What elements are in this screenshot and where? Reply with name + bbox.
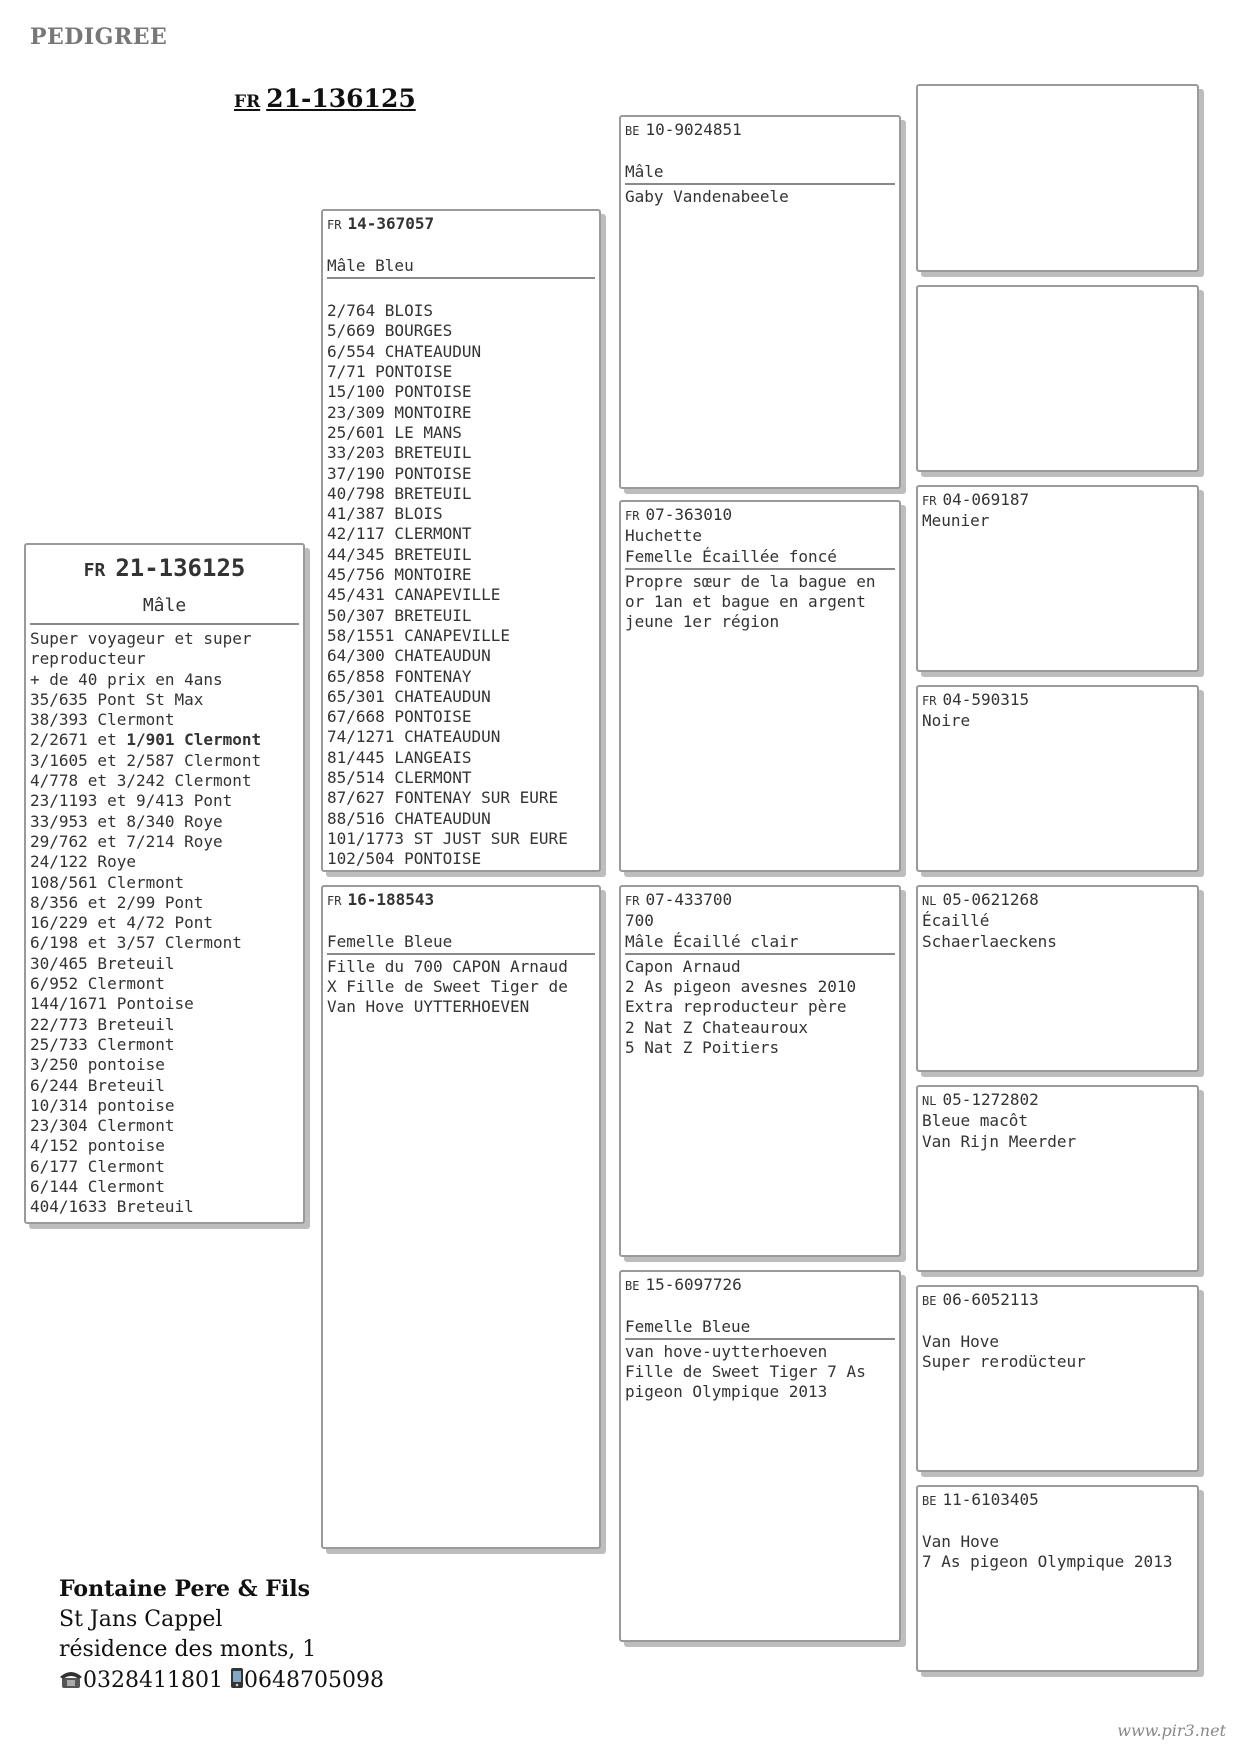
sire-result: 5/669 BOURGES — [327, 321, 453, 341]
subject-ring — [30, 552, 299, 587]
ggp-line: Van Rijn Meerder — [922, 1131, 1077, 1151]
sire-results — [327, 301, 595, 869]
ggp-country: NL — [922, 1094, 937, 1108]
sire-dam-note: jeune 1er région — [625, 612, 780, 632]
sire-country: FR — [327, 218, 342, 232]
subject-note: reproducteur — [30, 649, 146, 669]
dam-sire-note: 5 Nat Z Poitiers — [625, 1038, 780, 1058]
subject-note: 4/152 pontoise — [30, 1136, 165, 1156]
ggp-line: Schaerlaeckens — [922, 931, 1057, 951]
document-label: PEDIGREE — [30, 24, 168, 50]
sire-sire-ring — [625, 120, 895, 141]
sire-result: 44/345 BRETEUIL — [327, 544, 472, 564]
sire-card — [321, 209, 601, 872]
subject-note: 144/1671 Pontoise — [30, 994, 194, 1014]
breeder-town: St Jans Cappel — [59, 1606, 223, 1632]
ggp-country: FR — [922, 694, 937, 708]
sire-ring-number: 14-367057 — [347, 214, 435, 233]
ggp-line: Noire — [922, 711, 971, 731]
dam-dam-ring — [625, 1275, 895, 1296]
subject-note: 6/177 Clermont — [30, 1156, 165, 1176]
ggp-ring — [922, 490, 1193, 511]
sire-result: 23/309 MONTOIRE — [327, 402, 472, 422]
ggp-country: BE — [922, 1294, 937, 1308]
ggp-ring-number: 06-6052113 — [942, 1290, 1039, 1309]
dam-description: Femelle Bleue — [327, 932, 595, 955]
subject-country: FR — [83, 560, 106, 581]
dam-dam-note: van hove-uytterhoeven — [625, 1341, 828, 1361]
subject-note: 30/465 Breteuil — [30, 953, 175, 973]
subject-note: 404/1633 Breteuil — [30, 1197, 194, 1217]
ggp-card-dsd-sire — [916, 885, 1199, 1072]
dam-note: Fille du 700 CAPON Arnaud — [327, 956, 568, 976]
dam-dam-description: Femelle Bleue — [625, 1317, 895, 1340]
sire-dam-card — [619, 500, 901, 872]
subject-note-highlight-bold: 1/901 Clermont — [126, 730, 262, 750]
ggp-card-ddd-dam — [916, 1485, 1199, 1672]
dam-country: FR — [327, 894, 342, 908]
sire-result: 40/798 BRETEUIL — [327, 483, 472, 503]
ggp-card-ddd-sire — [916, 1285, 1199, 1472]
ggp-line: Meunier — [922, 511, 990, 531]
sire-dam-country: FR — [625, 509, 640, 523]
subject-card — [24, 543, 305, 1224]
dam-sire-note: Extra reproducteur père — [625, 997, 847, 1017]
ggp-ring — [922, 890, 1193, 911]
subject-note: 4/778 et 3/242 Clermont — [30, 771, 252, 791]
ggp-line: 7 As pigeon Olympique 2013 — [922, 1551, 1173, 1571]
sire-result: 88/516 CHATEAUDUN — [327, 808, 491, 828]
sire-result: 45/431 CANAPEVILLE — [327, 585, 501, 605]
sire-dam-name: Huchette — [625, 526, 703, 546]
sire-sire-description: Mâle — [625, 162, 895, 185]
sire-dam-description: Femelle Écaillée foncé — [625, 547, 895, 570]
dam-ring-number: 16-188543 — [347, 890, 435, 909]
sire-dam-ring-number: 07-363010 — [645, 505, 733, 524]
ggp-country: NL — [922, 894, 937, 908]
subject-note: Super voyageur et super — [30, 629, 252, 648]
dam-sire-card — [619, 885, 901, 1257]
subject-note: 8/356 et 2/99 Pont — [30, 892, 204, 912]
sire-result: 45/756 MONTOIRE — [327, 565, 472, 585]
ggp-ring — [922, 1090, 1193, 1111]
breeder-phone-fixed: 0328411801 — [83, 1667, 223, 1693]
sire-result: 102/504 PONTOISE — [327, 849, 482, 869]
breeder-block — [59, 1574, 384, 1698]
dam-note: X Fille de Sweet Tiger de — [327, 977, 568, 997]
dam-note: Van Hove UYTTERHOEVEN — [327, 997, 530, 1017]
dam-sire-ring-number: 07-433700 — [645, 890, 733, 909]
subject-note: 3/250 pontoise — [30, 1055, 165, 1075]
dam-card — [321, 885, 601, 1549]
telephone-icon — [59, 1668, 83, 1699]
subject-header-ring: 21-136125 — [266, 84, 416, 113]
ggp-ring — [922, 1490, 1193, 1511]
subject-note-highlight-prefix: 2/2671 et — [30, 730, 127, 750]
dam-dam-ring-number: 15-6097726 — [645, 1275, 742, 1294]
subject-sex: Mâle — [30, 593, 299, 625]
sire-result: 101/1773 ST JUST SUR EURE — [327, 828, 568, 848]
mobile-phone-icon — [230, 1667, 244, 1699]
sire-dam-ring — [625, 505, 895, 526]
subject-note: 108/561 Clermont — [30, 872, 185, 892]
sire-result: 74/1271 CHATEAUDUN — [327, 727, 501, 747]
sire-result: 65/858 FONTENAY — [327, 666, 472, 686]
sire-result: 7/71 PONTOISE — [327, 362, 453, 382]
sire-sire-ring-number: 10-9024851 — [645, 120, 742, 139]
sire-result: 25/601 LE MANS — [327, 422, 462, 442]
ggp-ring-number: 05-0621268 — [942, 890, 1039, 909]
breeder-name: Fontaine Pere & Fils — [59, 1576, 310, 1602]
ggp-card-dsd-dam — [916, 1085, 1199, 1272]
ggp-ring-number: 11-6103405 — [942, 1490, 1039, 1509]
sire-result: 65/301 CHATEAUDUN — [327, 686, 491, 706]
ggp-line: Écaillé — [922, 911, 990, 931]
ggp-card-empty — [916, 84, 1199, 272]
sire-result: 2/764 BLOIS — [327, 301, 433, 321]
subject-note: 24/122 Roye — [30, 852, 136, 872]
watermark: www.pir3.net — [1117, 1721, 1226, 1740]
dam-sire-ring — [625, 890, 895, 911]
sire-result: 33/203 BRETEUIL — [327, 443, 472, 463]
ggp-ring-number: 04-590315 — [942, 690, 1030, 709]
sire-result: 42/117 CLERMONT — [327, 524, 472, 544]
breeder-address: résidence des monts, 1 — [59, 1637, 317, 1662]
ggp-card-empty — [916, 285, 1199, 472]
subject-note: 29/762 et 7/214 Roye — [30, 831, 223, 851]
dam-dam-note: pigeon Olympique 2013 — [625, 1382, 828, 1402]
subject-note: 38/393 Clermont — [30, 710, 175, 730]
sire-result: 58/1551 CANAPEVILLE — [327, 625, 511, 645]
subject-note: 33/953 et 8/340 Roye — [30, 811, 223, 831]
sire-result: 50/307 BRETEUIL — [327, 605, 472, 625]
sire-sire-card — [619, 115, 901, 489]
sire-result: 41/387 BLOIS — [327, 504, 443, 524]
dam-sire-note: 2 As pigeon avesnes 2010 — [625, 977, 857, 997]
dam-sire-note: 2 Nat Z Chateauroux — [625, 1017, 809, 1037]
subject-note: 25/733 Clermont — [30, 1034, 175, 1054]
sire-result: 15/100 PONTOISE — [327, 382, 472, 402]
ggp-card-sdd-dam — [916, 685, 1199, 872]
ggp-ring — [922, 690, 1193, 711]
subject-note: 6/144 Clermont — [30, 1177, 165, 1197]
breeder-phones — [59, 1666, 384, 1699]
dam-dam-country: BE — [625, 1279, 640, 1293]
sire-dam-note: Propre sœur de la bague en — [625, 571, 876, 591]
sire-result: 85/514 CLERMONT — [327, 768, 472, 788]
ggp-country: BE — [922, 1494, 937, 1508]
sire-result: 81/445 LANGEAIS — [327, 747, 472, 767]
dam-dam-note: Fille de Sweet Tiger 7 As — [625, 1362, 866, 1382]
subject-note: 6/198 et 3/57 Clermont — [30, 933, 242, 953]
ggp-country: FR — [922, 494, 937, 508]
subject-notes — [30, 629, 299, 1218]
ggp-line: Van Hove — [922, 1531, 1000, 1551]
sire-ring — [327, 214, 595, 235]
sire-dam-note: or 1an et bague en argent — [625, 592, 866, 612]
ggp-ring — [922, 1290, 1193, 1311]
dam-ring — [327, 890, 595, 911]
ggp-card-sdd-sire — [916, 485, 1199, 672]
subject-header-country: FR — [234, 92, 261, 112]
subject-note: 6/244 Breteuil — [30, 1075, 165, 1095]
subject-note: 35/635 Pont St Max — [30, 689, 204, 709]
sire-description: Mâle Bleu — [327, 256, 595, 279]
subject-note: 16/229 et 4/72 Pont — [30, 913, 214, 933]
sire-result: 37/190 PONTOISE — [327, 463, 472, 483]
subject-note: 3/1605 et 2/587 Clermont — [30, 750, 262, 770]
subject-note: 6/952 Clermont — [30, 974, 165, 994]
subject-note-highlight — [30, 730, 299, 750]
sire-result: 67/668 PONTOISE — [327, 707, 472, 727]
ggp-line: Super rerodücteur — [922, 1351, 1086, 1371]
sire-sire-country: BE — [625, 124, 640, 138]
ggp-ring-number: 04-069187 — [942, 490, 1030, 509]
subject-note: 23/304 Clermont — [30, 1116, 175, 1136]
sire-sire-note: Gaby Vandenabeele — [625, 186, 789, 206]
subject-note: + de 40 prix en 4ans — [30, 669, 223, 689]
ggp-line: Bleue macôt — [922, 1111, 1028, 1131]
sire-result: 6/554 CHATEAUDUN — [327, 341, 482, 361]
dam-dam-card — [619, 1270, 901, 1642]
subject-note: 23/1193 et 9/413 Pont — [30, 791, 233, 811]
subject-ring-header — [234, 84, 416, 113]
ggp-ring-number: 05-1272802 — [942, 1090, 1039, 1109]
dam-sire-country: FR — [625, 894, 640, 908]
sire-result: 64/300 CHATEAUDUN — [327, 646, 491, 666]
subject-note: 10/314 pontoise — [30, 1095, 175, 1115]
dam-sire-description: Mâle Écaillé clair — [625, 932, 895, 955]
subject-ring-number: 21-136125 — [115, 554, 246, 582]
dam-sire-note: Capon Arnaud — [625, 956, 741, 976]
breeder-phone-mobile: 0648705098 — [243, 1667, 384, 1693]
dam-sire-name: 700 — [625, 911, 654, 931]
sire-result: 87/627 FONTENAY SUR EURE — [327, 788, 559, 808]
ggp-line: Van Hove — [922, 1331, 1000, 1351]
subject-note: 22/773 Breteuil — [30, 1014, 175, 1034]
